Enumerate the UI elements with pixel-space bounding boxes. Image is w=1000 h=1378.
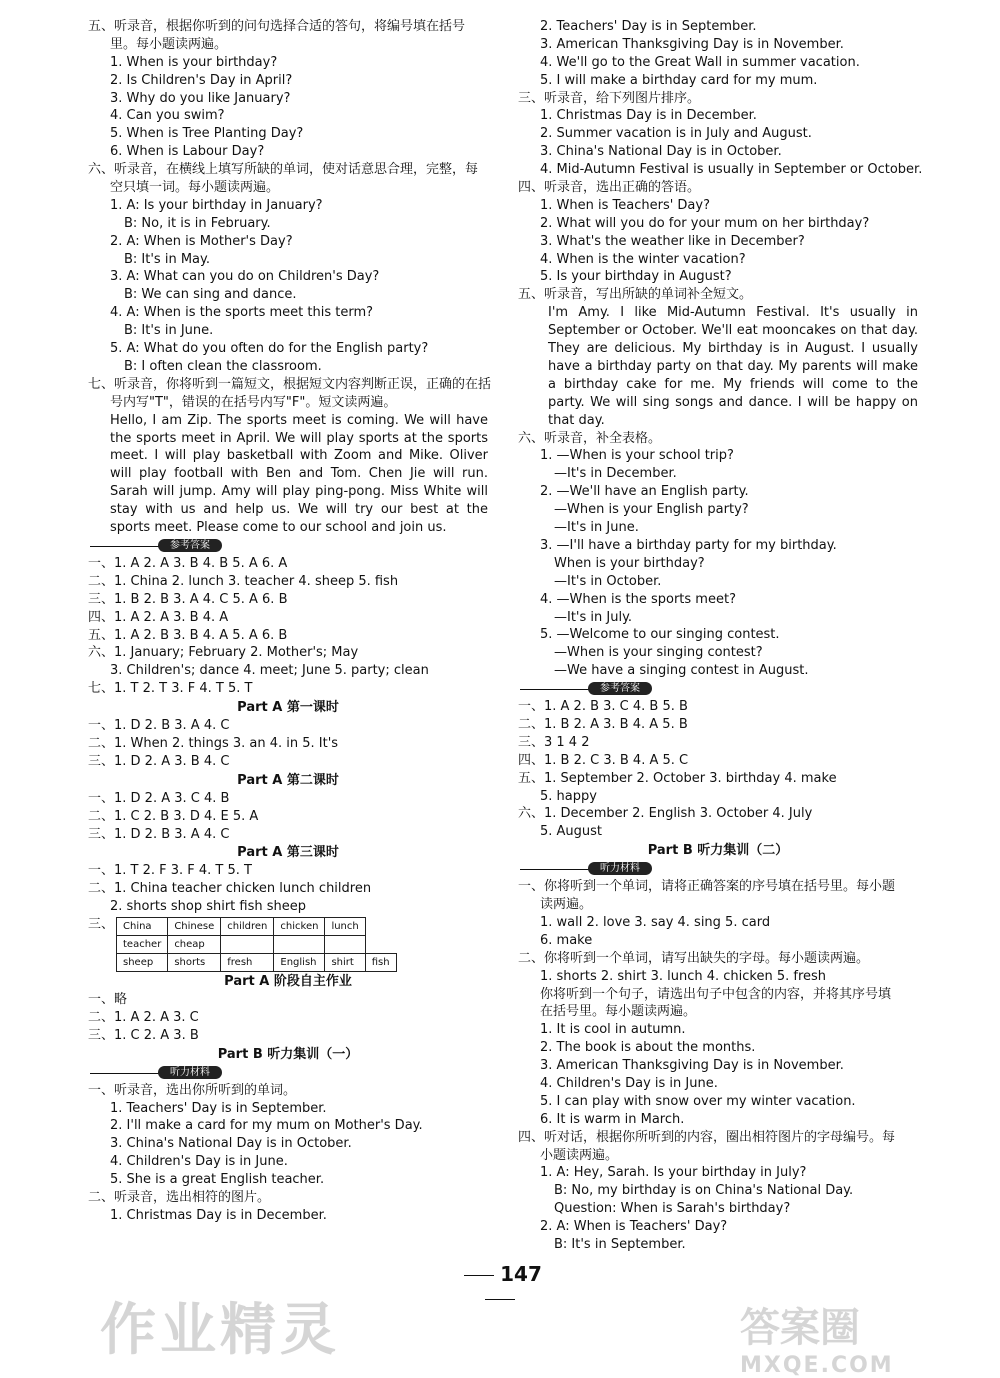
- table-cell: children: [221, 917, 274, 935]
- banner-rule: [90, 546, 160, 547]
- text-line: 3. Children's; dance 4. meet; June 5. party; clean: [110, 663, 429, 679]
- table-cell: lunch: [325, 917, 365, 935]
- text-line: 5. I will make a birthday card for my mum.: [540, 72, 818, 88]
- section-heading: Part A 第一课时: [237, 700, 339, 716]
- section-heading: Part A 阶段自主作业: [224, 973, 352, 989]
- text-line: 2. shorts shop shirt fish sheep: [110, 899, 306, 915]
- text-line: 四、听对话，根据你所听到的内容，圈出相符图片的字母编号。每: [518, 1129, 896, 1145]
- text-line: 3. Why do you like January?: [110, 90, 291, 106]
- text-line: 5. happy: [540, 788, 597, 804]
- text-line: 2. —We'll have an English party.: [540, 484, 749, 500]
- text-line: 二、听录音，选出相符的图片。: [88, 1189, 271, 1205]
- table-cell: sheep: [117, 953, 168, 971]
- table-cell: shorts: [168, 953, 221, 971]
- text-line: 1. shorts 2. shirt 3. lunch 4. chicken 5. fresh: [540, 968, 827, 984]
- text-line: 一、1. D 2. A 3. C 4. B: [88, 790, 230, 806]
- text-line: 3. What's the weather like in December?: [540, 233, 805, 249]
- table-row: [117, 935, 397, 953]
- table-cell: [221, 935, 274, 953]
- text-line: 5. —Welcome to our singing contest.: [540, 627, 780, 643]
- banner-rule: [90, 1073, 160, 1074]
- table-cell: teacher: [117, 935, 168, 953]
- text-line: 三、1. D 2. A 3. B 4. C: [88, 753, 230, 769]
- table-cell: chicken: [274, 917, 325, 935]
- table-cell: shirt: [325, 953, 365, 971]
- text-line: 一、1. T 2. F 3. F 4. T 5. T: [88, 863, 252, 879]
- text-line: —It's in June.: [554, 520, 639, 536]
- text-line: 1. Christmas Day is in December.: [540, 108, 757, 124]
- text-line: —It's in December.: [554, 466, 677, 482]
- text-line: 1. A: Hey, Sarah. Is your birthday in July?: [540, 1165, 807, 1181]
- text-line: 三、听录音，给下列图片排序。: [518, 90, 701, 106]
- text-line: 5. August: [540, 824, 603, 840]
- section-heading: Part B 听力集训（二）: [647, 843, 789, 859]
- text-line: 3. A: What can you do on Children's Day?: [110, 269, 380, 285]
- text-line: 四、1. A 2. A 3. B 4. A: [88, 609, 229, 625]
- text-line: 4. A: When is the sports meet this term?: [110, 305, 374, 321]
- table-cell: [274, 935, 325, 953]
- text-line: 2. What will you do for your mum on her birthday?: [540, 215, 870, 231]
- text-line: —When is your English party?: [554, 502, 749, 518]
- text-line: 5. When is Tree Planting Day?: [110, 126, 304, 142]
- section-banner: [88, 1064, 488, 1082]
- text-line: 二、1. A 2. A 3. C: [88, 1009, 199, 1025]
- watermark-right: [740, 1296, 894, 1378]
- table-cell: fresh: [221, 953, 274, 971]
- text-line: —When is your singing contest?: [554, 645, 763, 661]
- text-line: 六、1. December 2. English 3. October 4. July: [518, 806, 813, 822]
- watermark-left: 作业精灵: [100, 1298, 340, 1363]
- text-line: 1. A: Is your birthday in January?: [110, 197, 323, 213]
- text-line: 二、1. China teacher chicken lunch children: [88, 881, 372, 897]
- text-line: 六、听录音，在横线上填写所缺的单词，使对话意思合理，完整，每: [88, 162, 479, 178]
- banner-rule: [520, 869, 590, 870]
- text-line: 4. Children's Day is in June.: [540, 1075, 718, 1091]
- text-line: 3. China's National Day is in October.: [110, 1136, 352, 1152]
- table-cell: Chinese: [168, 917, 221, 935]
- text-line: 3. —I'll have a birthday party for my birthday.: [540, 537, 837, 553]
- text-line: 1. wall 2. love 3. say 4. sing 5. card: [540, 914, 771, 930]
- text-line: 三、: [88, 917, 115, 933]
- text-line: 二、1. B 2. A 3. B 4. A 5. B: [518, 716, 688, 732]
- text-line: B: No, my birthday is on China's National Day.: [554, 1183, 854, 1199]
- text-line: B: I often clean the classroom.: [124, 358, 322, 374]
- text-line: 在括号里。每小题读两遍。: [540, 1004, 697, 1020]
- text-line: 6. When is Labour Day?: [110, 144, 265, 160]
- section-heading: Part A 第二课时: [237, 772, 339, 788]
- banner-rule: [520, 689, 590, 690]
- passage: Hello, I am Zip. The sports meet is coming. We will have the sports meet in April. We will play sports at the sports meet. I will play basketball with Zoom and Mike. Oliver will play football with Ben and Tom. Chen Jie will run. Sarah will jump. Amy will play ping-pong. Miss White will stay with us and help us. We will try our best at the sports meet. Please come to our school and join us.: [110, 412, 488, 536]
- text-line: 里。每小题读两遍。: [110, 36, 228, 52]
- section-banner: [518, 860, 918, 878]
- text-line: —It's in July.: [554, 609, 633, 625]
- text-line: 2. A: When is Mother's Day?: [110, 233, 293, 249]
- table-row: [117, 953, 397, 971]
- text-line: 二、1. C 2. B 3. D 4. E 5. A: [88, 808, 259, 824]
- text-line: 5. I can play with snow over my winter vacation.: [540, 1093, 856, 1109]
- watermark-right-url: MXQE.COM: [740, 1353, 894, 1378]
- text-line: 二、1. When 2. things 3. an 4. in 5. It's: [88, 735, 339, 751]
- text-line: 二、1. China 2. lunch 3. teacher 4. sheep 5. fish: [88, 573, 399, 589]
- text-line: 一、1. D 2. B 3. A 4. C: [88, 718, 230, 734]
- text-line: —It's in October.: [554, 573, 662, 589]
- text-line: 一、1. A 2. B 3. C 4. B 5. B: [518, 699, 688, 715]
- text-line: 6. make: [540, 932, 593, 948]
- section-banner: [88, 537, 488, 555]
- text-line: 3. China's National Day is in October.: [540, 144, 782, 160]
- watermark-right-text: 答案圈: [740, 1305, 860, 1351]
- text-line: 三、3 1 4 2: [518, 734, 590, 750]
- text-line: 3. American Thanksgiving Day is in November.: [540, 36, 844, 52]
- text-line: 2. I'll make a card for my mum on Mother's Day.: [110, 1118, 423, 1134]
- table-cell: English: [274, 953, 325, 971]
- text-line: 1. Teachers' Day is in September.: [110, 1100, 327, 1116]
- passage: I'm Amy. I like Mid-Autumn Festival. It's usually in September or October. We'll eat mooncakes on that day. They are delicious. My birthday is in August. I usually have a birthday party on that day. My parents will make a birthday cake for me. My friends will come to the party. We will sing songs and dance. I will be happy on that day.: [548, 305, 918, 428]
- text-line: 1. —When is your school trip?: [540, 448, 734, 464]
- text-line: B: It's in May.: [124, 251, 210, 267]
- text-line: 5. She is a great English teacher.: [110, 1172, 325, 1188]
- text-line: 1. Christmas Day is in December.: [110, 1207, 327, 1223]
- text-line: 五、1. A 2. B 3. B 4. A 5. A 6. B: [88, 627, 288, 643]
- text-line: 4. When is the winter vacation?: [540, 251, 746, 267]
- text-line: 2. Is Children's Day in April?: [110, 72, 293, 88]
- text-line: 4. Mid-Autumn Festival is usually in September or October.: [540, 162, 923, 178]
- text-line: 2. The book is about the months.: [540, 1040, 756, 1056]
- text-line: 4. We'll go to the Great Wall in summer vacation.: [540, 54, 860, 70]
- text-line: 3. American Thanksgiving Day is in November.: [540, 1058, 844, 1074]
- text-line: 一、听录音，选出你所听到的单词。: [88, 1082, 297, 1098]
- text-line: 小题读两遍。: [540, 1147, 619, 1163]
- text-line: 五、1. September 2. October 3. birthday 4. make: [518, 770, 837, 786]
- text-line: B: No, it is in February.: [124, 215, 271, 231]
- right-column: [518, 18, 923, 1254]
- text-line: 六、1. January; February 2. Mother's; May: [88, 645, 359, 661]
- text-line: 1. When is your birthday?: [110, 54, 278, 70]
- text-line: B: It's in September.: [554, 1237, 686, 1252]
- text-line: 一、你将听到一个单词，请将正确答案的序号填在括号里。每小题: [518, 879, 896, 895]
- text-line: Question: When is Sarah's birthday?: [554, 1201, 791, 1217]
- text-line: 2. Teachers' Day is in September.: [540, 19, 757, 34]
- text-line: 三、1. C 2. A 3. B: [88, 1027, 199, 1043]
- left-column: [88, 18, 492, 1225]
- table-cell: [325, 935, 365, 953]
- text-line: 四、听录音，选出正确的答语。: [518, 180, 701, 196]
- section-heading: Part A 第三课时: [237, 845, 339, 861]
- text-line: 六、听录音，补全表格。: [518, 430, 662, 446]
- text-line: 2. A: When is Teachers' Day?: [540, 1219, 728, 1235]
- text-line: 5. Is your birthday in August?: [540, 269, 732, 285]
- text-line: 四、1. B 2. C 3. B 4. A 5. C: [518, 752, 689, 768]
- text-line: 6. It is warm in March.: [540, 1111, 685, 1127]
- section-banner: [518, 680, 918, 698]
- table-row: [117, 917, 397, 935]
- text-line: 2. Summer vacation is in July and August.: [540, 126, 812, 142]
- text-line: When is your birthday?: [554, 555, 705, 571]
- text-line: 三、1. B 2. B 3. A 4. C 5. A 6. B: [88, 591, 288, 607]
- text-line: 五、听录音，写出所缺的单词补全短文。: [518, 287, 753, 303]
- text-line: 一、略: [88, 991, 128, 1007]
- text-line: 七、1. T 2. T 3. F 4. T 5. T: [88, 681, 253, 697]
- text-line: B: We can sing and dance.: [124, 287, 297, 303]
- word-table: [116, 917, 397, 972]
- text-line: 4. Children's Day is in June.: [110, 1154, 288, 1170]
- text-line: 1. When is Teachers' Day?: [540, 197, 710, 213]
- table-cell: China: [117, 917, 168, 935]
- text-line: 号内写"T"，错误的在括号内写"F"。短文读两遍。: [110, 394, 397, 410]
- text-line: 二、你将听到一个单词，请写出缺失的字母。每小题读两遍。: [518, 950, 870, 966]
- page-number: 147: [440, 1262, 560, 1310]
- banner-label: 参考答案: [588, 682, 652, 695]
- text-line: 4. Can you swim?: [110, 108, 225, 124]
- text-line: 七、听录音，你将听到一篇短文，根据短文内容判断正误，正确的在括: [88, 376, 492, 392]
- table-cell: fish: [365, 953, 396, 971]
- text-line: 5. A: What do you often do for the English party?: [110, 341, 429, 357]
- text-line: 1. It is cool in autumn.: [540, 1022, 686, 1038]
- text-line: 一、1. A 2. A 3. B 4. B 5. A 6. A: [88, 555, 288, 571]
- text-line: B: It's in June.: [124, 323, 214, 339]
- text-line: —We have a singing contest in August.: [554, 663, 809, 679]
- text-line: 你将听到一个句子，请选出句子中包含的内容，并将其序号填: [540, 986, 892, 1002]
- banner-label: 听力材料: [588, 862, 652, 875]
- text-line: 空只填一词。每小题读两遍。: [110, 180, 280, 196]
- text-line: 读两遍。: [540, 897, 593, 913]
- section-heading: Part B 听力集训（一）: [217, 1046, 359, 1062]
- table-cell: cheap: [168, 935, 221, 953]
- text-line: 4. —When is the sports meet?: [540, 591, 736, 607]
- banner-label: 听力材料: [158, 1066, 222, 1079]
- banner-label: 参考答案: [158, 539, 222, 552]
- text-line: 五、听录音，根据你听到的问句选择合适的答句，将编号填在括号: [88, 19, 466, 34]
- text-line: 三、1. D 2. B 3. A 4. C: [88, 826, 230, 842]
